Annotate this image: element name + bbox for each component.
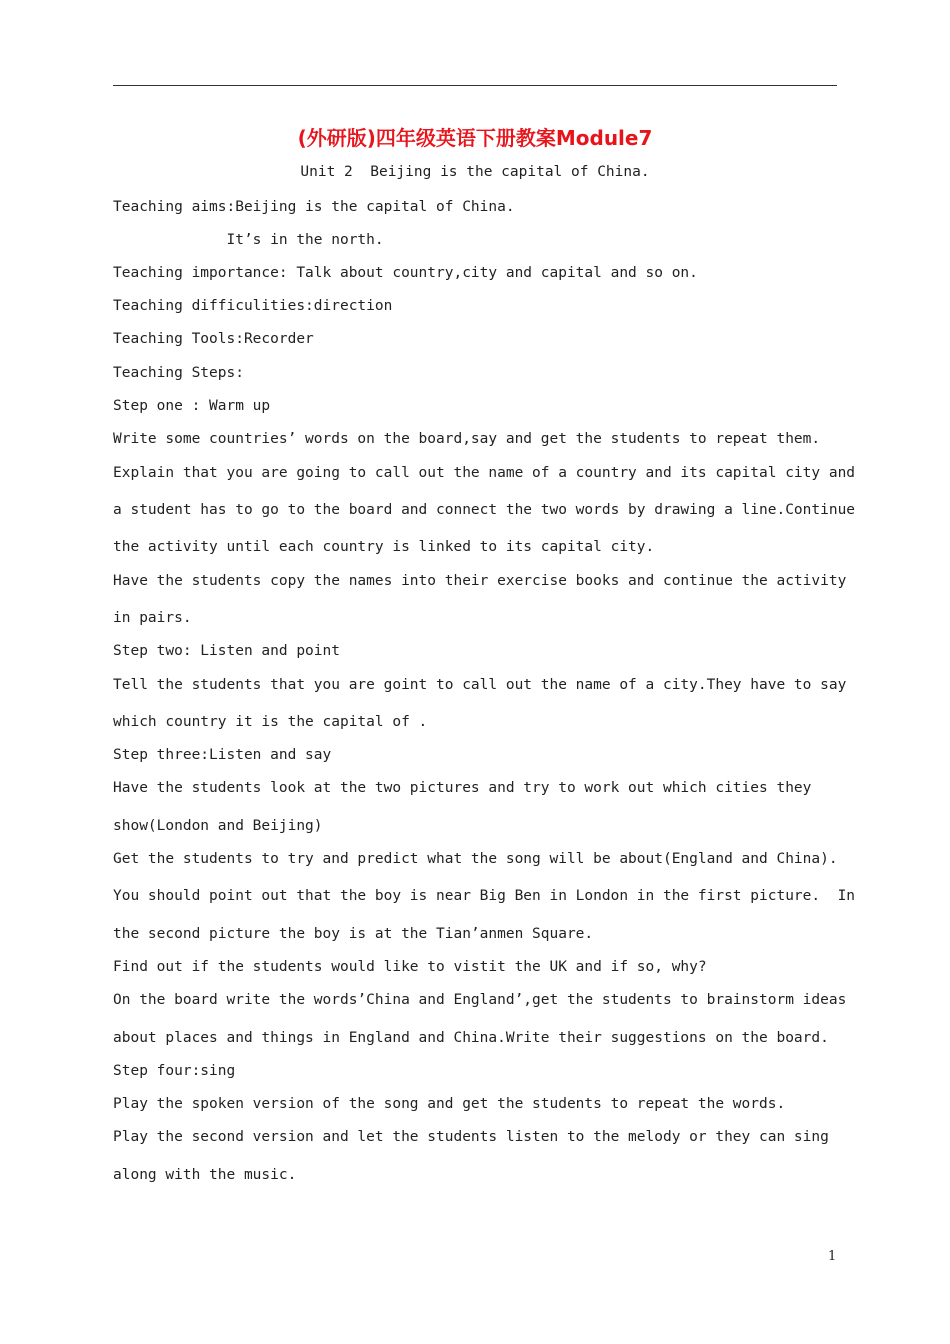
text-line: Have the students copy the names into their exercise books and continue the activity <box>113 573 847 589</box>
text-line: in pairs. <box>113 610 192 626</box>
text-line: Teaching importance: Talk about country,city and capital and so on. <box>113 265 698 281</box>
text-line: Write some countries’ words on the board,say and get the students to repeat them. <box>113 431 821 447</box>
text-line: On the board write the words’China and England’,get the students to brainstorm ideas <box>113 992 847 1008</box>
unit-subtitle: Unit 2 Beijing is the capital of China. <box>300 164 650 180</box>
step-heading: Step three:Listen and say <box>113 747 332 763</box>
step-heading: Step one : Warm up <box>113 398 271 414</box>
text-line: Have the students look at the two pictures and try to work out which cities they <box>113 780 812 796</box>
page-number: 1 <box>828 1249 837 1264</box>
document-title: (外研版)四年级英语下册教案Module7 <box>297 126 653 150</box>
text-line: It’s in the north. <box>113 232 384 248</box>
text-line: You should point out that the boy is near Big Ben in London in the first picture. In <box>113 888 856 904</box>
text-line: Teaching Tools:Recorder <box>113 331 314 347</box>
header-rule <box>113 85 837 86</box>
text-line: Play the spoken version of the song and get the students to repeat the words. <box>113 1096 786 1112</box>
text-line: about places and things in England and China.Write their suggestions on the board. <box>113 1030 829 1046</box>
text-line: Tell the students that you are goint to call out the name of a city.They have to say <box>113 677 847 693</box>
text-line: Teaching aims:Beijing is the capital of China. <box>113 199 515 215</box>
text-line: the second picture the boy is at the Tian’anmen Square. <box>113 926 594 942</box>
text-line: Find out if the students would like to vistit the UK and if so, why? <box>113 959 707 975</box>
text-line: the activity until each country is linked to its capital city. <box>113 539 655 555</box>
text-line: Explain that you are going to call out the name of a country and its capital city and <box>113 465 856 481</box>
text-line: along with the music. <box>113 1167 297 1183</box>
text-line: Teaching Steps: <box>113 365 244 381</box>
text-line: which country it is the capital of . <box>113 714 428 730</box>
step-heading: Step four:sing <box>113 1063 236 1079</box>
step-heading: Step two: Listen and point <box>113 643 340 659</box>
text-line: Play the second version and let the students listen to the melody or they can sing <box>113 1129 829 1145</box>
text-line: Teaching difficulities:direction <box>113 298 393 314</box>
text-line: Get the students to try and predict what the song will be about(England and China). <box>113 851 838 867</box>
text-line: show(London and Beijing) <box>113 818 323 834</box>
text-line: a student has to go to the board and connect the two words by drawing a line.Continue <box>113 502 856 518</box>
